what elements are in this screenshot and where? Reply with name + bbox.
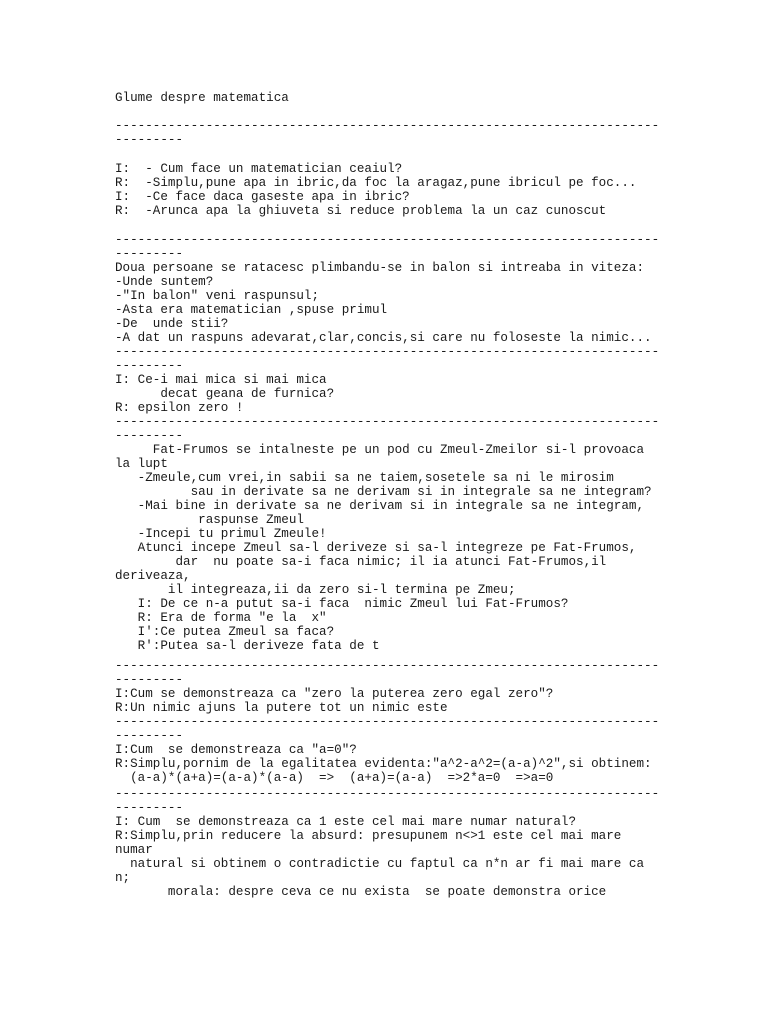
text-line: Doua persoane se ratacesc plimbandu-se in balon si intreaba in viteza: <box>115 261 645 275</box>
text-line: Fat-Frumos se intalneste pe un pod cu Zmeul-Zmeilor si-l provoaca <box>115 443 645 457</box>
separator-rule: ------------------------------------------------------------------------ <box>115 233 660 247</box>
text-line: I: -Ce face daca gaseste apa in ibric? <box>115 190 410 204</box>
separator-rule: --------- <box>115 133 184 147</box>
text-line: sau in derivate sa ne derivam si in integrale sa ne integram? <box>115 485 652 499</box>
text-line: decat geana de furnica? <box>115 387 335 401</box>
text-line: -A dat un raspuns adevarat,clar,concis,si care nu foloseste la nimic... <box>115 331 652 345</box>
separator-rule: ------------------------------------------------------------------------ <box>115 787 660 801</box>
text-line: -Unde suntem? <box>115 275 214 289</box>
separator-rule: ------------------------------------------------------------------------ <box>115 415 660 429</box>
text-line: I: - Cum face un matematician ceaiul? <box>115 162 403 176</box>
separator-rule: --------- <box>115 673 184 687</box>
text-line: deriveaza, <box>115 569 191 583</box>
text-line: R':Putea sa-l deriveze fata de t <box>115 639 380 653</box>
text-line: R: epsilon zero ! <box>115 401 244 415</box>
text-line: R: -Simplu,pune apa in ibric,da foc la aragaz,pune ibricul pe foc... <box>115 176 637 190</box>
text-line: R:Simplu,pornim de la egalitatea evidenta:"a^2-a^2=(a-a)^2",si obtinem: <box>115 757 652 771</box>
text-line: n; <box>115 871 131 885</box>
text-line: I:Cum se demonstreaza ca "zero la puterea zero egal zero"? <box>115 687 554 701</box>
separator-rule: ------------------------------------------------------------------------ <box>115 659 660 673</box>
text-line: -"In balon" veni raspunsul; <box>115 289 320 303</box>
separator-rule: --------- <box>115 801 184 815</box>
text-line: -Asta era matematician ,spuse primul <box>115 303 388 317</box>
text-line: natural si obtinem o contradictie cu faptul ca n*n ar fi mai mare ca <box>115 857 645 871</box>
text-line: il integreaza,ii da zero si-l termina pe Zmeu; <box>115 583 516 597</box>
text-line: I: Cum se demonstreaza ca 1 este cel mai mare numar natural? <box>115 815 577 829</box>
separator-rule: --------- <box>115 359 184 373</box>
text-line: Atunci incepe Zmeul sa-l deriveze si sa-l integreze pe Fat-Frumos, <box>115 541 637 555</box>
text-line: I:Cum se demonstreaza ca "a=0"? <box>115 743 357 757</box>
text-line: I: Ce-i mai mica si mai mica <box>115 373 327 387</box>
separator-rule: ------------------------------------------------------------------------ <box>115 345 660 359</box>
separator-rule: ------------------------------------------------------------------------ <box>115 715 660 729</box>
separator-rule: --------- <box>115 247 184 261</box>
separator-rule: ------------------------------------------------------------------------ <box>115 119 660 133</box>
document-title: Glume despre matematica <box>115 91 289 105</box>
text-line: la lupt <box>115 457 168 471</box>
text-line: R:Un nimic ajuns la putere tot un nimic este <box>115 701 448 715</box>
text-line: -Mai bine in derivate sa ne derivam si in integrale sa ne integram, <box>115 499 645 513</box>
text-line: -De unde stii? <box>115 317 229 331</box>
text-line: I':Ce putea Zmeul sa faca? <box>115 625 335 639</box>
text-line: morala: despre ceva ce nu exista se poate demonstra orice <box>115 885 607 899</box>
text-line: R: -Arunca apa la ghiuveta si reduce problema la un caz cunoscut <box>115 204 607 218</box>
text-line: dar nu poate sa-i faca nimic; il ia atunci Fat-Frumos,il <box>115 555 607 569</box>
separator-rule: --------- <box>115 729 184 743</box>
text-line: (a-a)*(a+a)=(a-a)*(a-a) => (a+a)=(a-a) =>2*a=0 =>a=0 <box>115 771 554 785</box>
separator-rule: --------- <box>115 429 184 443</box>
text-line: raspunse Zmeul <box>115 513 304 527</box>
text-line: numar <box>115 843 153 857</box>
text-line: -Zmeule,cum vrei,in sabii sa ne taiem,sosetele sa ni le mirosim <box>115 471 614 485</box>
text-line: I: De ce n-a putut sa-i faca nimic Zmeul lui Fat-Frumos? <box>115 597 569 611</box>
text-line: R:Simplu,prin reducere la absurd: presupunem n<>1 este cel mai mare <box>115 829 622 843</box>
text-line: -Incepi tu primul Zmeule! <box>115 527 327 541</box>
text-line: R: Era de forma "e la x" <box>115 611 327 625</box>
